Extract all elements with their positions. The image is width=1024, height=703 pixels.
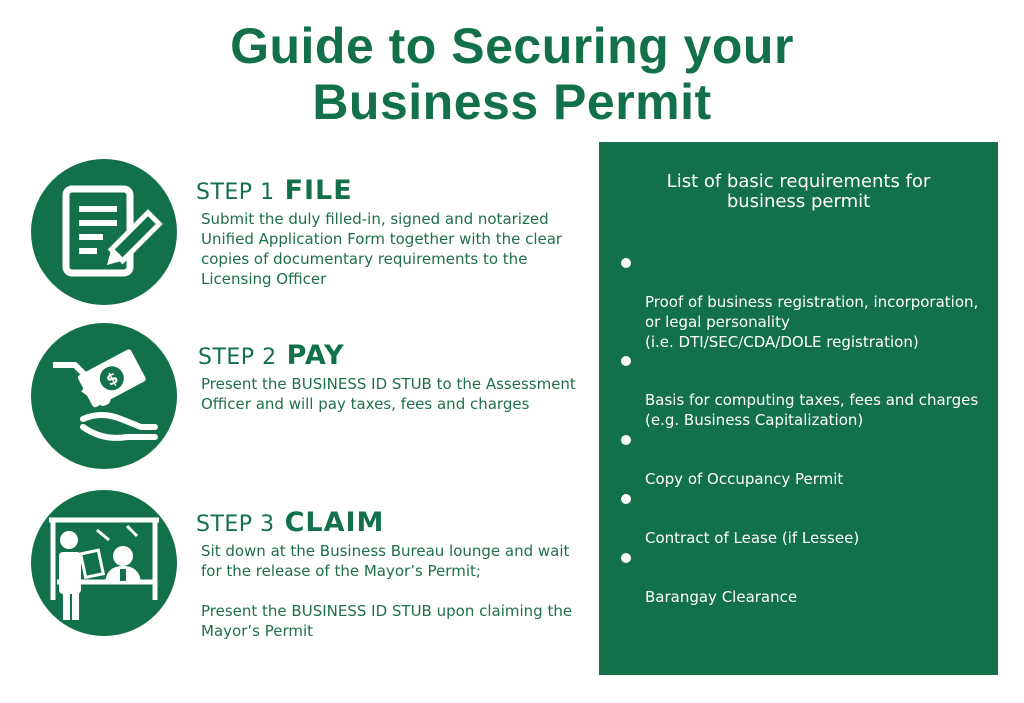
bullet-icon [621,553,631,563]
step-1-label: STEP 1 [196,180,275,205]
step-1-heading [196,175,353,206]
counter-service-icon [31,490,177,636]
requirement-text: Proof of business registration, incorporation, or legal personality (i.e. DTI/SEC/CDA/DOLE registration) [645,293,979,351]
page-title-line-1: Guide to Securing your [230,18,794,74]
page-title [0,18,1024,130]
svg-text:$: $ [102,367,122,390]
step-2-description: Present the BUSINESS ID STUB to the Assessment Officer and will pay taxes, fees and charges [201,375,576,413]
step-3-word: CLAIM [284,507,385,538]
step-1-word: FILE [284,175,353,206]
document-pen-icon [31,159,177,305]
bullet-icon [621,356,631,366]
bullet-icon [621,435,631,445]
step-3-label: STEP 3 [196,512,275,537]
requirements-title: List of basic requirements for business permit [666,171,931,212]
step-2-heading [198,340,345,371]
requirement-text: Basis for computing taxes, fees and charges (e.g. Business Capitalization) [645,391,979,429]
step-3-description: Sit down at the Business Bureau lounge and wait for the release of the Mayor’s Permit; Present the BUSINESS ID STUB upon claiming the Mayor’s Permit [201,542,573,640]
step-1-description: Submit the duly filled-in, signed and notarized Unified Application Form together with the clear copies of documentary requirements to the Licensing Officer [201,210,563,288]
requirement-text: Barangay Clearance [645,588,798,606]
requirement-item [621,547,991,627]
page-title-line-2: Business Permit [312,74,712,130]
bullet-icon [621,258,631,268]
step-2-label: STEP 2 [198,345,277,370]
requirement-text: Contract of Lease (if Lessee) [645,529,860,547]
requirement-text: Copy of Occupancy Permit [645,470,844,488]
step-2-word: PAY [286,340,345,371]
step-3-heading [196,507,384,538]
requirements-panel [599,142,998,675]
bullet-icon [621,494,631,504]
hand-money-icon [31,323,177,469]
